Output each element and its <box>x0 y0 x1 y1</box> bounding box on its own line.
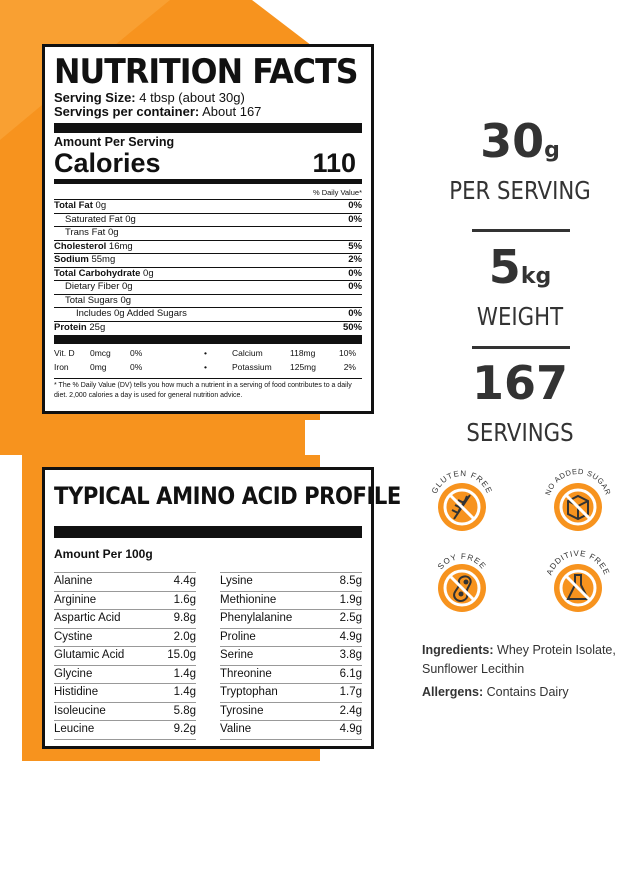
amino-row <box>220 684 362 703</box>
nutrient-daily-value: 5% <box>348 240 362 252</box>
amino-value: 1.4g <box>173 667 196 680</box>
vitamin-cell: • <box>204 348 207 358</box>
stat-weight <box>400 242 640 332</box>
vitamin-cell: 0mg <box>90 362 107 372</box>
amino-column-left <box>54 572 196 740</box>
daily-value-header: % Daily Value* <box>312 188 362 197</box>
nutrition-title: NUTRITION FACTS <box>54 52 358 92</box>
vitamin-cell: Vit. D <box>54 348 75 358</box>
nutrient-row <box>54 321 362 335</box>
amino-value: 8.5g <box>339 575 362 587</box>
amino-row <box>220 572 362 592</box>
serving-size: Serving Size: 4 tbsp (about 30g) <box>54 90 245 105</box>
calories-row <box>54 149 362 177</box>
no-added-sugar-badge <box>541 463 615 537</box>
amino-value: 9.2g <box>173 723 196 735</box>
soybean-icon <box>438 564 486 612</box>
amino-name: Tyrosine <box>220 704 264 717</box>
amino-row <box>220 610 362 629</box>
amount-per-serving: Amount Per Serving <box>54 135 175 149</box>
additive-free-badge <box>541 544 615 618</box>
amino-name: Arginine <box>54 593 97 606</box>
amino-name: Leucine <box>54 723 95 735</box>
stat-label: WEIGHT <box>476 302 564 331</box>
divider-medium <box>54 179 362 184</box>
amino-name: Valine <box>220 723 252 735</box>
amino-row <box>54 629 196 648</box>
vitamin-cell: Potassium <box>232 362 272 372</box>
stat-label: SERVINGS <box>466 418 574 447</box>
vitamin-row <box>54 360 362 374</box>
nutrient-name: Includes 0g Added Sugars <box>76 308 187 319</box>
amino-value: 4.4g <box>173 575 196 587</box>
amino-value: 3.8g <box>339 649 362 661</box>
amino-row <box>54 610 196 629</box>
amino-name: Lysine <box>220 575 253 587</box>
vitamin-cell: 2% <box>343 362 356 372</box>
stat-unit: kg <box>520 264 552 289</box>
nutrient-daily-value: 0% <box>348 213 362 225</box>
stat-number: 5 <box>488 240 521 294</box>
wheat-icon <box>438 483 486 531</box>
amino-name: Tryptophan <box>220 686 278 698</box>
amino-name: Glycine <box>54 667 93 680</box>
svg-text:SOY FREE: SOY FREE <box>435 551 489 572</box>
stat-label: PER SERVING <box>449 176 591 205</box>
nutrient-name: Cholesterol <box>54 240 107 252</box>
allergens: Allergens: Contains Dairy <box>422 685 569 699</box>
servings-per-container: Servings per container: About 167 <box>54 104 262 119</box>
amino-row <box>54 592 196 611</box>
amino-row <box>220 721 362 740</box>
vitamin-cell: 0% <box>130 348 143 358</box>
nutrient-amount: 55mg <box>91 254 116 265</box>
nutrient-row <box>54 294 362 308</box>
calories-label: Calories <box>54 148 161 178</box>
amino-value: 1.6g <box>173 593 196 606</box>
amino-value: 15.0g <box>167 649 196 661</box>
amino-value: 9.8g <box>173 612 196 624</box>
nutrient-row <box>54 226 362 240</box>
gluten-free-badge <box>425 463 499 537</box>
nutrient-name: Dietary Fiber <box>65 281 120 292</box>
amino-name: Histidine <box>54 686 99 698</box>
amino-name: Methionine <box>220 593 277 606</box>
amino-name: Proline <box>220 630 256 643</box>
amino-row <box>220 592 362 611</box>
nutrient-name: Total Carbohydrate <box>54 267 141 279</box>
amino-value: 4.9g <box>339 630 362 643</box>
stat-servings <box>400 358 640 448</box>
nutrient-daily-value: 0% <box>348 200 362 211</box>
amino-row <box>54 721 196 740</box>
amino-value: 2.0g <box>173 630 196 643</box>
amino-value: 1.4g <box>173 686 196 698</box>
amino-row <box>54 703 196 722</box>
amino-acid-panel <box>42 467 401 749</box>
stat-divider <box>472 346 570 349</box>
amino-row <box>220 647 362 666</box>
vitamin-cell: 118mg <box>290 348 316 358</box>
nutrient-amount: 0g <box>107 227 119 238</box>
nutrient-row <box>54 199 362 213</box>
amino-row <box>54 647 196 666</box>
nutrient-name: Total Sugars <box>65 294 118 306</box>
nutrient-row <box>54 213 362 227</box>
amino-columns <box>54 572 362 740</box>
amino-row <box>220 629 362 648</box>
divider-thick <box>54 526 362 538</box>
vitamin-cell: 10% <box>338 348 356 358</box>
nutrient-name: Protein <box>54 321 87 333</box>
nutrient-amount: 0g <box>120 294 132 306</box>
nutrition-facts-panel <box>42 44 374 414</box>
amino-value: 2.4g <box>339 704 362 717</box>
amino-name: Phenylalanine <box>220 612 293 624</box>
amino-header: Amount Per 100g <box>54 547 153 561</box>
nutrient-daily-value: 50% <box>342 321 362 333</box>
nutrient-amount: 25g <box>89 321 106 333</box>
nutrient-amount: 0g <box>95 200 107 211</box>
svg-text:NO ADDED SUGAR: NO ADDED SUGAR <box>543 466 613 497</box>
amino-title: TYPICAL AMINO ACID PROFILE <box>54 482 401 510</box>
vitamin-cell: • <box>204 362 207 372</box>
nutrient-daily-value: 0% <box>348 281 362 292</box>
stat-number: 167 <box>471 356 569 410</box>
footnote: * The % Daily Value (DV) tells you how much a nutrient in a serving of food contributes to a daily diet. 2,000 calories a day is used for general nutrition advice. <box>54 378 362 401</box>
nutrient-name: Total Fat <box>54 200 93 211</box>
nutrient-row <box>54 240 362 254</box>
nutrient-row <box>54 253 362 267</box>
nutrient-rows <box>54 199 362 334</box>
nutrient-daily-value: 2% <box>348 254 362 265</box>
amino-row <box>220 703 362 722</box>
nutrient-amount: 0g <box>122 281 133 292</box>
vitamin-rows <box>54 346 362 374</box>
nutrient-name: Trans Fat <box>65 227 106 238</box>
sugar-cube-icon <box>554 483 602 531</box>
divider-thick <box>54 335 362 344</box>
nutrient-daily-value: 0% <box>348 308 362 319</box>
divider-thick <box>54 123 362 133</box>
vitamin-cell: 0mcg <box>90 348 111 358</box>
svg-text:GLUTEN FREE: GLUTEN FREE <box>429 468 495 496</box>
amino-name: Threonine <box>220 667 272 680</box>
calories-value: 110 <box>312 148 356 178</box>
amino-name: Serine <box>220 649 254 661</box>
amino-name: Glutamic Acid <box>54 649 125 661</box>
vitamin-cell: Iron <box>54 362 69 372</box>
nutrient-row <box>54 267 362 281</box>
nutrient-name: Sodium <box>54 254 89 265</box>
amino-name: Aspartic Acid <box>54 612 121 624</box>
vitamin-cell: 125mg <box>290 362 316 372</box>
stat-per-serving <box>400 116 640 206</box>
amino-row <box>54 684 196 703</box>
amino-value: 2.5g <box>339 612 362 624</box>
nutrient-row <box>54 307 362 321</box>
stat-unit: g <box>544 138 560 163</box>
flask-icon <box>554 564 602 612</box>
nutrient-amount: 16mg <box>108 240 133 252</box>
stat-divider <box>472 229 570 232</box>
amino-name: Alanine <box>54 575 93 587</box>
amino-column-right <box>220 572 362 740</box>
nutrient-row <box>54 280 362 294</box>
soy-free-badge <box>425 544 499 618</box>
amino-row <box>54 666 196 685</box>
amino-name: Cystine <box>54 630 93 643</box>
svg-text:ADDITIVE FREE: ADDITIVE FREE <box>544 548 612 577</box>
nutrient-name: Saturated Fat <box>65 213 123 225</box>
amino-row <box>54 572 196 592</box>
ingredients: Ingredients: Whey Protein Isolate, Sunflower Lecithin <box>422 643 616 676</box>
amino-value: 1.7g <box>339 686 362 698</box>
stat-number: 30 <box>480 114 545 168</box>
nutrient-daily-value: 0% <box>348 267 362 279</box>
amino-value: 5.8g <box>173 704 196 717</box>
amino-row <box>220 666 362 685</box>
vitamin-row <box>54 346 362 360</box>
nutrient-amount: 0g <box>143 267 154 279</box>
vitamin-cell: Calcium <box>232 348 263 358</box>
amino-value: 6.1g <box>339 667 362 680</box>
nutrient-amount: 0g <box>125 213 136 225</box>
vitamin-cell: 0% <box>130 362 143 372</box>
amino-value: 1.9g <box>339 593 362 606</box>
amino-value: 4.9g <box>339 723 362 735</box>
amino-name: Isoleucine <box>54 704 106 717</box>
